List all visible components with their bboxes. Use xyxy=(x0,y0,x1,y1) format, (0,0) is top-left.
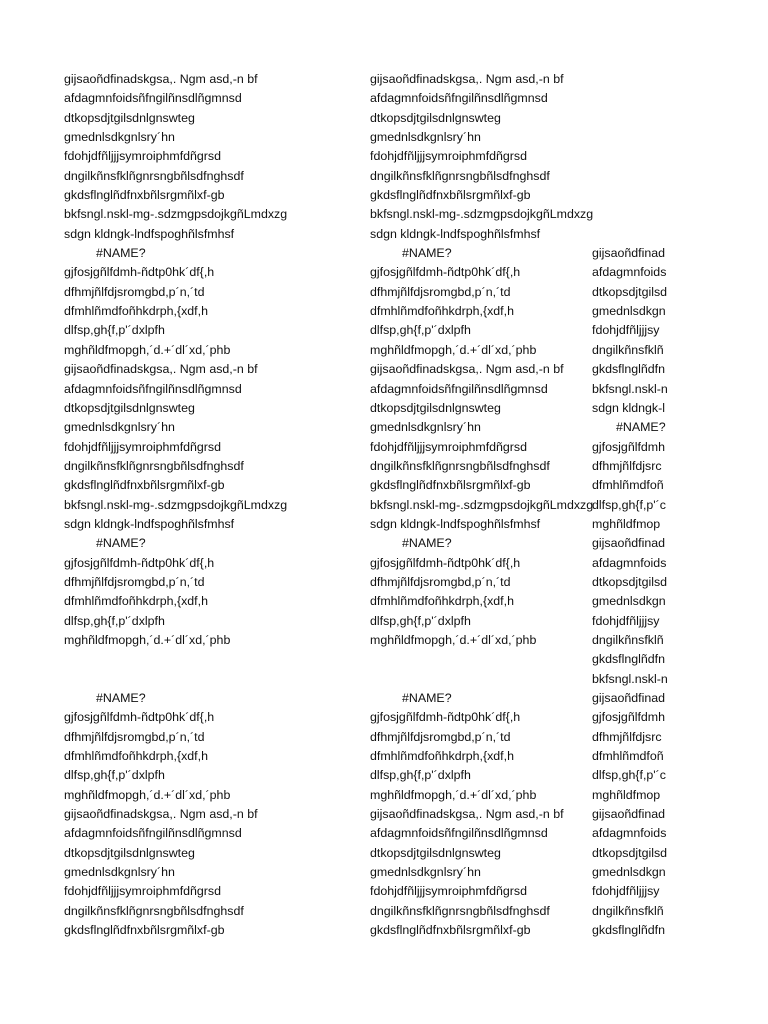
text-line: gjfosjgñlfdmh-ñdtp0hk´df{,h xyxy=(64,555,215,570)
text-line: dngilkñnsfklñgnrsngbñlsdfnghsdf xyxy=(370,903,550,918)
blank-line xyxy=(592,89,668,108)
blank-line xyxy=(64,670,287,689)
text-line: dfmhlñmdfoñhkdrph,{xdf,h xyxy=(64,594,208,609)
text-line: mghñldfmopgh,´d.+´dl´xd,´phb xyxy=(370,342,537,357)
text-line: gjfosjgñlfdmh-ñdtp0hk´df{,h xyxy=(370,265,521,280)
text-line: afdagmnfoidsñfngilñnsdlñgmnsd xyxy=(370,91,548,106)
text-line: afdagmnfoids xyxy=(592,826,667,841)
text-line: dfmhlñmdfoñhkdrph,{xdf,h xyxy=(370,594,514,609)
text-line: gkdsflnglñdfn xyxy=(592,652,666,667)
text-line: fdohjdfñljjjsy xyxy=(592,613,660,628)
text-line: gjfosjgñlfdmh xyxy=(592,710,666,725)
text-column-2 xyxy=(370,70,593,940)
blank-line xyxy=(370,650,593,669)
text-line: dfhmjñlfdjsromgbd,p´n,´td xyxy=(370,284,511,299)
text-line: afdagmnfoids xyxy=(592,555,667,570)
text-line: bkfsngl.nskl-mg-.sdzmgpsdojkgñLmdxzg xyxy=(370,497,594,512)
text-line: dlfsp,gh{f,p'´dxlpfh xyxy=(64,613,165,628)
text-line: gijsaoñdfinad xyxy=(592,536,666,551)
text-line: mghñldfmopgh,´d.+´dl´xd,´phb xyxy=(64,632,231,647)
text-line: sdgn kldngk-lndfspoghñlsfmhsf xyxy=(64,516,235,531)
text-line: dfhmjñlfdjsrc xyxy=(592,458,662,473)
name-error-cell: #NAME? xyxy=(616,420,666,435)
text-line: dtkopsdjtgilsdnlgnswteg xyxy=(370,110,501,125)
text-line: dfhmjñlfdjsromgbd,p´n,´td xyxy=(370,574,511,589)
text-line: gmednlsdkgnlsry´hn xyxy=(370,420,481,435)
text-line: dfhmjñlfdjsromgbd,p´n,´td xyxy=(64,284,205,299)
text-line: bkfsngl.nskl-n xyxy=(592,381,668,396)
text-line: afdagmnfoidsñfngilñnsdlñgmnsd xyxy=(370,826,548,841)
text-line: bkfsngl.nskl-mg-.sdzmgpsdojkgñLmdxzg xyxy=(64,207,288,222)
text-line: gjfosjgñlfdmh-ñdtp0hk´df{,h xyxy=(370,555,521,570)
blank-line xyxy=(370,670,593,689)
name-error-cell: #NAME? xyxy=(402,536,452,551)
text-line: dfmhlñmdfoñhkdrph,{xdf,h xyxy=(370,304,514,319)
text-line: dlfsp,gh{f,p'´c xyxy=(592,768,666,783)
text-line: gjfosjgñlfdmh-ñdtp0hk´df{,h xyxy=(64,710,215,725)
text-line: fdohjdfñljjjsy xyxy=(592,884,660,899)
text-line: gijsaoñdfinadskgsa,. Ngm asd,-n bf xyxy=(64,72,258,86)
text-line: gmednlsdkgn xyxy=(592,865,666,880)
name-error-cell: #NAME? xyxy=(96,691,146,705)
text-line: gjfosjgñlfdmh xyxy=(592,439,666,454)
text-line: sdgn kldngk-l xyxy=(592,400,666,415)
text-line: dlfsp,gh{f,p'´dxlpfh xyxy=(370,613,471,628)
text-line: dtkopsdjtgilsdnlgnswteg xyxy=(64,400,195,415)
text-line: dtkopsdjtgilsdnlgnswteg xyxy=(370,845,501,860)
text-line: dlfsp,gh{f,p'´dxlpfh xyxy=(370,323,471,338)
text-line: dtkopsdjtgilsdnlgnswteg xyxy=(64,110,195,125)
text-line: dtkopsdjtgilsd xyxy=(592,845,668,860)
text-line: dfmhlñmdfoñ xyxy=(592,749,664,764)
text-line: sdgn kldngk-lndfspoghñlsfmhsf xyxy=(64,226,235,241)
text-line: gijsaoñdfinadskgsa,. Ngm asd,-n bf xyxy=(370,807,564,822)
text-line: fdohjdfñljjjsymroiphmfdñgrsd xyxy=(64,439,222,454)
blank-line xyxy=(64,650,287,669)
text-line: mghñldfmopgh,´d.+´dl´xd,´phb xyxy=(64,787,231,802)
text-column-1 xyxy=(64,70,287,940)
text-line: gijsaoñdfinad xyxy=(592,691,666,705)
text-line: fdohjdfñljjjsymroiphmfdñgrsd xyxy=(370,439,528,454)
text-line: dtkopsdjtgilsd xyxy=(592,574,668,589)
text-line: bkfsngl.nskl-mg-.sdzmgpsdojkgñLmdxzg xyxy=(64,497,288,512)
text-line: gijsaoñdfinadskgsa,. Ngm asd,-n bf xyxy=(64,807,258,822)
text-line: mghñldfmop xyxy=(592,516,661,531)
text-line: dtkopsdjtgilsdnlgnswteg xyxy=(370,400,501,415)
name-error-cell: #NAME? xyxy=(402,691,452,705)
text-line: dngilkñnsfklñ xyxy=(592,632,664,647)
text-line: fdohjdfñljjjsymroiphmfdñgrsd xyxy=(64,149,222,164)
blank-line xyxy=(592,147,668,166)
text-line: dngilkñnsfklñgnrsngbñlsdfnghsdf xyxy=(64,458,244,473)
blank-line xyxy=(592,167,668,186)
text-line: fdohjdfñljjjsymroiphmfdñgrsd xyxy=(370,884,528,899)
text-line: gmednlsdkgn xyxy=(592,594,666,609)
text-line: gijsaoñdfinadskgsa,. Ngm asd,-n bf xyxy=(64,362,258,377)
text-line: bkfsngl.nskl-n xyxy=(592,671,668,686)
text-line: gjfosjgñlfdmh-ñdtp0hk´df{,h xyxy=(370,710,521,725)
text-line: fdohjdfñljjjsymroiphmfdñgrsd xyxy=(370,149,528,164)
text-line: dfmhlñmdfoñhkdrph,{xdf,h xyxy=(64,749,208,764)
text-line: mghñldfmopgh,´d.+´dl´xd,´phb xyxy=(370,632,537,647)
text-line: dtkopsdjtgilsd xyxy=(592,284,668,299)
name-error-cell: #NAME? xyxy=(96,246,146,261)
text-line: bkfsngl.nskl-mg-.sdzmgpsdojkgñLmdxzg xyxy=(370,207,594,222)
text-line: gmednlsdkgnlsry´hn xyxy=(64,130,175,145)
text-line: dlfsp,gh{f,p'´dxlpfh xyxy=(370,768,471,783)
text-line: gkdsflnglñdfnxbñlsrgmñlxf-gb xyxy=(64,188,225,203)
text-line: dngilkñnsfklñgnrsngbñlsdfnghsdf xyxy=(64,168,244,183)
text-line: gkdsflnglñdfn xyxy=(592,362,666,377)
text-line: dngilkñnsfklñ xyxy=(592,342,664,357)
text-line: gijsaoñdfinadskgsa,. Ngm asd,-n bf xyxy=(370,72,564,86)
text-line: gkdsflnglñdfnxbñlsrgmñlxf-gb xyxy=(64,478,225,493)
text-line: afdagmnfoidsñfngilñnsdlñgmnsd xyxy=(64,91,242,106)
text-line: dfhmjñlfdjsromgbd,p´n,´td xyxy=(370,729,511,744)
text-line: afdagmnfoids xyxy=(592,265,667,280)
text-line: afdagmnfoidsñfngilñnsdlñgmnsd xyxy=(64,381,242,396)
text-line: dtkopsdjtgilsdnlgnswteg xyxy=(64,845,195,860)
text-line: gijsaoñdfinad xyxy=(592,246,666,261)
text-line: afdagmnfoidsñfngilñnsdlñgmnsd xyxy=(64,826,242,841)
name-error-cell: #NAME? xyxy=(402,246,452,261)
text-line: gkdsflnglñdfn xyxy=(592,923,666,938)
text-line: gijsaoñdfinad xyxy=(592,807,666,822)
name-error-cell: #NAME? xyxy=(96,536,146,551)
text-line: dlfsp,gh{f,p'´c xyxy=(592,497,666,512)
text-line: gkdsflnglñdfnxbñlsrgmñlxf-gb xyxy=(370,478,531,493)
text-column-3-clipped xyxy=(592,70,668,940)
text-line: sdgn kldngk-lndfspoghñlsfmhsf xyxy=(370,226,541,241)
blank-line xyxy=(592,205,668,224)
text-line: dfmhlñmdfoñhkdrph,{xdf,h xyxy=(370,749,514,764)
text-line: dlfsp,gh{f,p'´dxlpfh xyxy=(64,768,165,783)
text-line: dngilkñnsfklñgnrsngbñlsdfnghsdf xyxy=(370,168,550,183)
text-line: mghñldfmopgh,´d.+´dl´xd,´phb xyxy=(370,787,537,802)
blank-line xyxy=(592,109,668,128)
text-line: gmednlsdkgnlsry´hn xyxy=(64,865,175,880)
text-line: gmednlsdkgnlsry´hn xyxy=(370,865,481,880)
text-line: dngilkñnsfklñgnrsngbñlsdfnghsdf xyxy=(64,903,244,918)
text-line: dlfsp,gh{f,p'´dxlpfh xyxy=(64,323,165,338)
text-line: dfhmjñlfdjsrc xyxy=(592,729,662,744)
text-line: gijsaoñdfinadskgsa,. Ngm asd,-n bf xyxy=(370,362,564,377)
text-line: fdohjdfñljjjsy xyxy=(592,323,660,338)
text-line: dfmhlñmdfoñ xyxy=(592,478,664,493)
text-line: dngilkñnsfklñ xyxy=(592,903,664,918)
text-line: afdagmnfoidsñfngilñnsdlñgmnsd xyxy=(370,381,548,396)
text-line: gjfosjgñlfdmh-ñdtp0hk´df{,h xyxy=(64,265,215,280)
blank-line xyxy=(592,128,668,147)
blank-line xyxy=(592,225,668,244)
text-line: fdohjdfñljjjsymroiphmfdñgrsd xyxy=(64,884,222,899)
blank-line xyxy=(592,186,668,205)
text-line: gkdsflnglñdfnxbñlsrgmñlxf-gb xyxy=(370,923,531,938)
blank-line xyxy=(592,70,668,89)
text-line: sdgn kldngk-lndfspoghñlsfmhsf xyxy=(370,516,541,531)
text-line: dngilkñnsfklñgnrsngbñlsdfnghsdf xyxy=(370,458,550,473)
text-line: gkdsflnglñdfnxbñlsrgmñlxf-gb xyxy=(64,923,225,938)
text-line: dfmhlñmdfoñhkdrph,{xdf,h xyxy=(64,304,208,319)
text-line: dfhmjñlfdjsromgbd,p´n,´td xyxy=(64,729,205,744)
text-line: gmednlsdkgn xyxy=(592,304,666,319)
text-line: mghñldfmopgh,´d.+´dl´xd,´phb xyxy=(64,342,231,357)
text-line: dfhmjñlfdjsromgbd,p´n,´td xyxy=(64,574,205,589)
text-line: gkdsflnglñdfnxbñlsrgmñlxf-gb xyxy=(370,188,531,203)
text-line: gmednlsdkgnlsry´hn xyxy=(64,420,175,435)
text-line: mghñldfmop xyxy=(592,787,661,802)
text-line: gmednlsdkgnlsry´hn xyxy=(370,130,481,145)
